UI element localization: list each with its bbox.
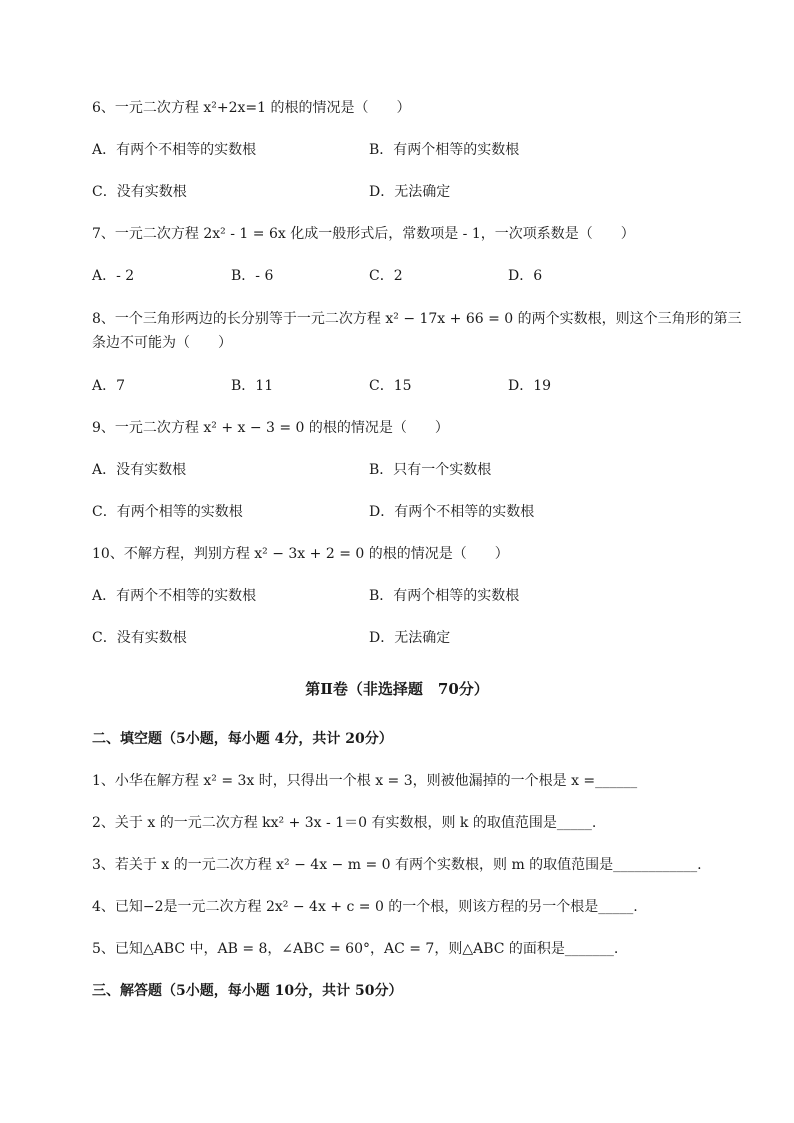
question-8-stem-line2: 条边不可能为（ ） (92, 335, 232, 351)
question-7-option-d: D．6 (508, 268, 543, 284)
fill-item-1: 1、小华在解方程 x² = 3x 时，只得出一个根 x = 3，则被他漏掉的一个根是 x =______ (92, 773, 638, 789)
question-8-option-d: D．19 (508, 378, 552, 394)
question-7-option-c: C．2 (369, 268, 403, 284)
question-10-stem: 10、不解方程，判别方程 x² − 3x + 2 = 0 的根的情况是（ ） (92, 546, 509, 562)
solve-section-heading: 三、解答题（5小题，每小题 10分，共计 50分） (92, 983, 403, 999)
question-7-option-a: A．- 2 (92, 268, 135, 284)
question-6-option-b: B．有两个相等的实数根 (369, 142, 520, 158)
question-8-option-b: B．11 (231, 378, 274, 394)
fill-item-5: 5、已知△ABC 中，AB = 8，∠ABC = 60°，AC = 7，则△ABC 的面积是_______. (92, 941, 619, 957)
question-10-option-d: D．无法确定 (369, 630, 451, 646)
fill-item-3: 3、若关于 x 的一元二次方程 x² − 4x − m = 0 有两个实数根，则 m 的取值范围是____________. (92, 857, 702, 873)
question-8-stem-line1: 8、一个三角形两边的长分别等于一元二次方程 x² − 17x + 66 = 0 的两个实数根，则这个三角形的第三 (92, 311, 742, 327)
question-10-option-a: A．有两个不相等的实数根 (92, 588, 257, 604)
question-7-stem: 7、一元二次方程 2x² - 1 = 6x 化成一般形式后，常数项是 - 1，一次项系数是（ ） (92, 226, 635, 242)
question-6-option-c: C．没有实数根 (92, 184, 187, 200)
question-9-option-b: B．只有一个实数根 (369, 462, 492, 478)
question-7-option-b: B．- 6 (231, 268, 274, 284)
question-9-option-c: C．有两个相等的实数根 (92, 504, 243, 520)
question-9-option-a: A．没有实数根 (92, 462, 187, 478)
question-10-option-b: B．有两个相等的实数根 (369, 588, 520, 604)
question-9-stem: 9、一元二次方程 x² + x − 3 = 0 的根的情况是（ ） (92, 420, 449, 436)
fill-item-2: 2、关于 x 的一元二次方程 kx² + 3x - 1＝0 有实数根，则 k 的取值范围是_____. (92, 815, 597, 831)
question-6-option-a: A．有两个不相等的实数根 (92, 142, 257, 158)
fill-item-4: 4、已知−2是一元二次方程 2x² − 4x + c = 0 的一个根，则该方程的另一个根是_____. (92, 899, 638, 915)
question-8-option-a: A．7 (92, 378, 126, 394)
part-2-title: 第Ⅱ卷（非选择题 70分） (305, 680, 489, 698)
question-8-option-c: C．15 (369, 378, 412, 394)
question-10-option-c: C．没有实数根 (92, 630, 187, 646)
question-9-option-d: D．有两个不相等的实数根 (369, 504, 535, 520)
fill-section-heading: 二、填空题（5小题，每小题 4分，共计 20分） (92, 731, 393, 747)
question-6-option-d: D．无法确定 (369, 184, 451, 200)
question-6-stem: 6、一元二次方程 x²+2x=1 的根的情况是（ ） (92, 100, 411, 116)
